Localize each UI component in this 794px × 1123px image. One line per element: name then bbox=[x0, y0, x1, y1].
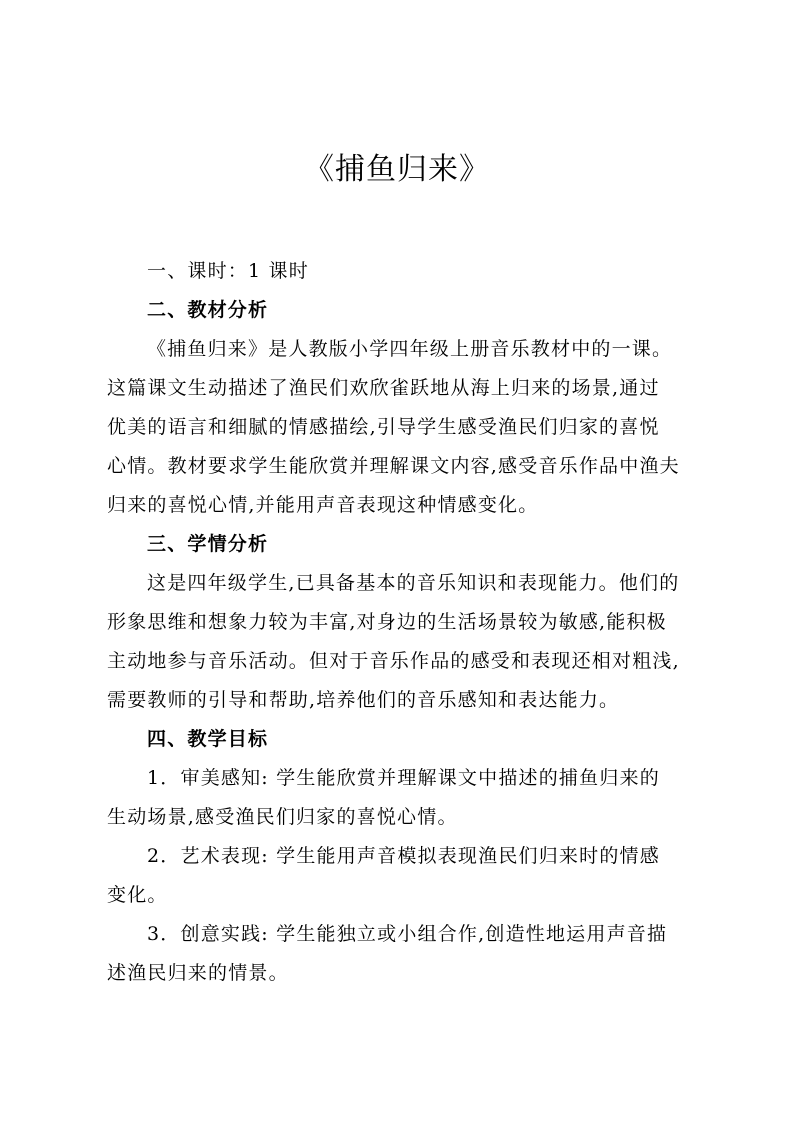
goal-line: 述渔民归来的情景。 bbox=[107, 962, 289, 984]
document-body bbox=[107, 252, 697, 993]
goal-line: 1．审美感知: 学生能欣赏并理解课文中描述的捕鱼归来的 bbox=[147, 767, 660, 789]
goal-line: 2．艺术表现: 学生能用声音模拟表现渔民们归来时的情感 bbox=[147, 845, 660, 867]
document-title: 《捕鱼归来》 bbox=[304, 152, 490, 187]
paragraph-line: 《捕鱼归来》是人教版小学四年级上册音乐教材中的一课。 bbox=[147, 338, 673, 360]
section-heading-textbook-analysis: 二、教材分析 bbox=[147, 299, 269, 321]
goal-line: 变化。 bbox=[107, 884, 168, 906]
section-heading-teaching-goals: 四、教学目标 bbox=[147, 728, 269, 750]
paragraph-line: 形象思维和想象力较为丰富,对身边的生活场景较为敏感,能积极 bbox=[107, 611, 667, 633]
section-lesson-hours: 一、课时：1 课时 bbox=[147, 260, 309, 282]
paragraph-line: 归来的喜悦心情,并能用声音表现这种情感变化。 bbox=[107, 494, 539, 516]
section-heading-student-analysis: 三、学情分析 bbox=[147, 533, 269, 555]
paragraph-line: 这是四年级学生,已具备基本的音乐知识和表现能力。他们的 bbox=[147, 572, 680, 594]
goal-line: 3．创意实践: 学生能独立或小组合作,创造性地运用声音描 bbox=[147, 923, 668, 945]
paragraph-line: 优美的语言和细腻的情感描绘,引导学生感受渔民们归家的喜悦 bbox=[107, 416, 660, 438]
paragraph-line: 这篇课文生动描述了渔民们欢欣雀跃地从海上归来的场景,通过 bbox=[107, 377, 660, 399]
goal-line: 生动场景,感受渔民们归家的喜悦心情。 bbox=[107, 806, 458, 828]
paragraph-line: 需要教师的引导和帮助,培养他们的音乐感知和表达能力。 bbox=[107, 689, 620, 711]
paragraph-line: 主动地参与音乐活动。但对于音乐作品的感受和表现还相对粗浅, bbox=[107, 650, 680, 672]
paragraph-line: 心情。教材要求学生能欣赏并理解课文内容,感受音乐作品中渔夫 bbox=[107, 455, 680, 477]
